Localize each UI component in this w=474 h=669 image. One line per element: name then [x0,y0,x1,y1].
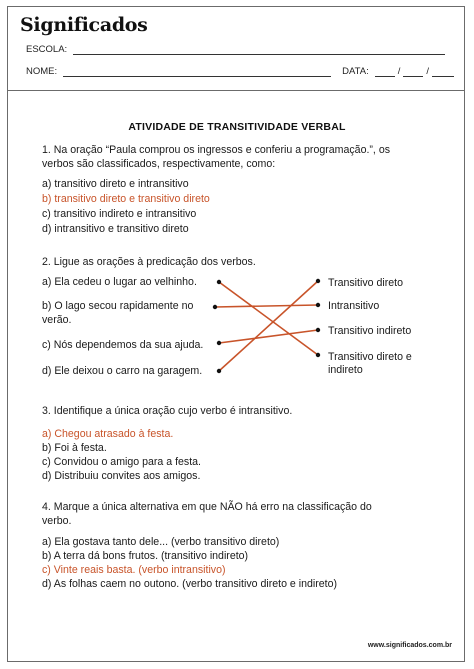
q1-prompt-line1: 1. Na oração “Paula comprou os ingressos e conferiu a programação.”, os [42,144,391,156]
data-label: DATA: [342,66,369,77]
footer-url[interactable]: www.significados.com.br [367,642,452,649]
q3-option-b[interactable]: b) Foi à festa. [42,442,107,454]
q3-option-c[interactable]: c) Convidou o amigo para a festa. [42,456,201,468]
q1-option-b-answer[interactable]: b) transitivo direto e transitivo direto [42,193,210,205]
q1-option-a[interactable]: a) transitivo direto e intransitivo [42,178,189,190]
q4-prompt-line2: verbo. [42,515,72,527]
q1-prompt-line2: verbos são classificados, respectivamente, como: [42,158,276,170]
escola-field[interactable] [73,53,445,55]
q2-left-b[interactable]: b) O lago secou rapidamente no [42,300,194,312]
q2-left-c[interactable]: c) Nós dependemos da sua ajuda. [42,339,204,351]
date-year-field[interactable] [432,75,454,77]
q2-left-b-cont: verão. [42,314,72,326]
nome-row [26,66,454,77]
escola-row [26,44,445,55]
nome-label: NOME: [26,66,58,77]
q3-option-d[interactable]: d) Distribuiu convites aos amigos. [42,470,201,482]
q1-option-d[interactable]: d) intransitivo e transitivo direto [42,223,189,235]
q4-option-a[interactable]: a) Ela gostava tanto dele... (verbo transitivo direto) [42,536,280,548]
q3-prompt: 3. Identifique a única oração cujo verbo é intransitivo. [42,405,293,417]
q2-right-transitivo-direto[interactable]: Transitivo direto [328,277,403,289]
q2-right-transitivo-indireto[interactable]: Transitivo indireto [328,325,412,337]
q4-option-b[interactable]: b) A terra dá bons frutos. (transitivo indireto) [42,550,249,562]
date-month-field[interactable] [403,75,423,77]
header-divider [7,90,465,91]
q4-option-d[interactable]: d) As folhas caem no outono. (verbo transitivo direto e indireto) [42,578,338,590]
q2-left-d[interactable]: d) Ele deixou o carro na garagem. [42,365,203,377]
q4-option-c-answer[interactable]: c) Vinte reais basta. (verbo intransitivo) [42,564,226,576]
date-separator: / [397,66,401,77]
brand-logo: Significados [20,14,148,36]
date-day-field[interactable] [375,75,395,77]
date-separator: / [426,66,429,77]
q2-right-direto-e-indireto[interactable]: Transitivo direto e [328,351,412,363]
page-title: ATIVIDADE DE TRANSITIVIDADE VERBAL [128,121,346,133]
q2-prompt: 2. Ligue as orações à predicação dos verbos. [42,256,256,268]
nome-field[interactable] [63,75,331,77]
q3-option-a-answer[interactable]: a) Chegou atrasado à festa. [42,428,174,440]
q2-right-intransitivo[interactable]: Intransitivo [328,300,380,312]
escola-label: ESCOLA: [26,44,68,55]
q2-right-direto-e-indireto-cont: indireto [328,364,363,376]
q1-option-c[interactable]: c) transitivo indireto e intransitivo [42,208,197,220]
q2-left-a[interactable]: a) Ela cedeu o lugar ao velhinho. [42,276,197,288]
q4-prompt-line1: 4. Marque a única alternativa em que NÃO há erro na classificação do [42,501,372,513]
